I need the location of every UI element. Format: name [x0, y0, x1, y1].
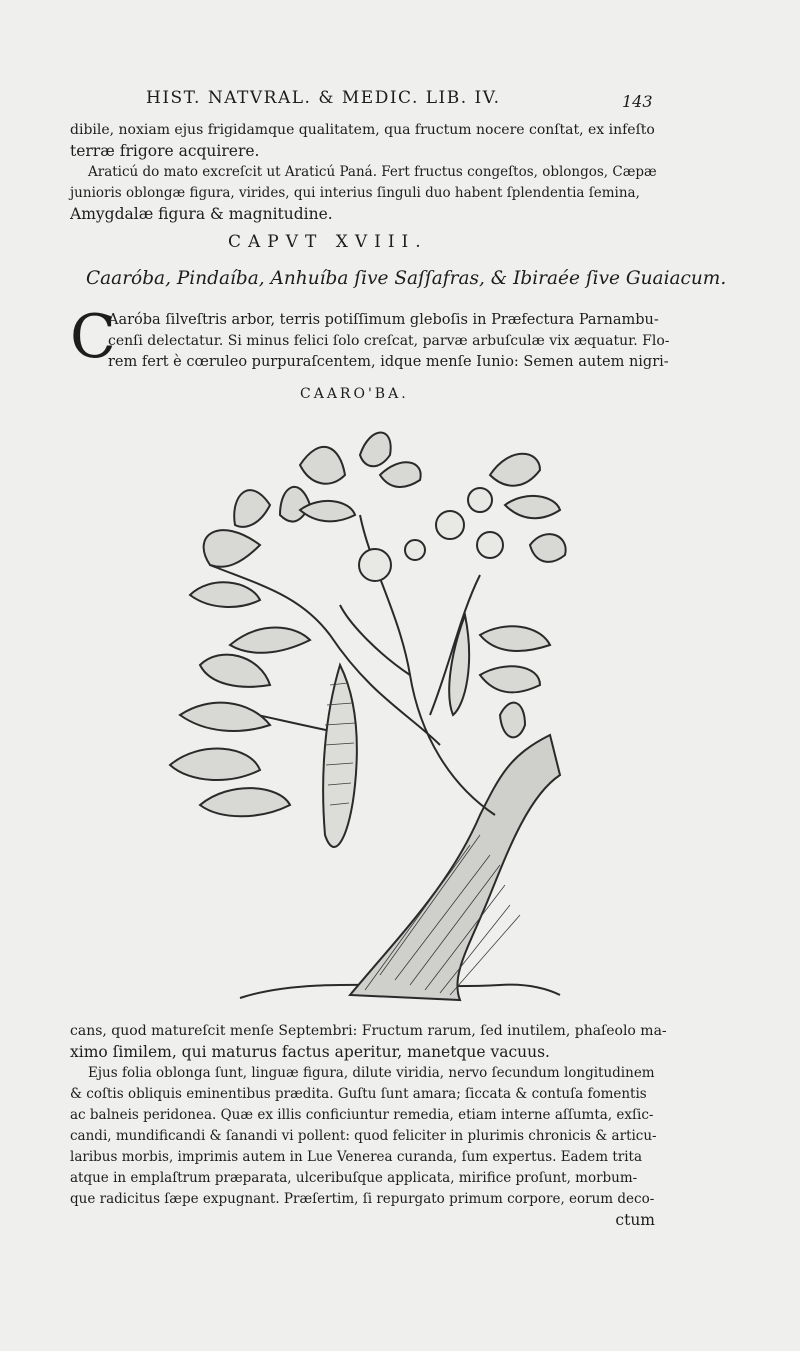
caaroba-paragraph: [108, 310, 670, 373]
intro-line: terræ frigore acquirere.: [70, 142, 260, 160]
caaroba-line: cenſi delectatur. Si minus felici ſolo creſcat, parvæ arbuſculæ vix æquatur. Flo-: [108, 333, 670, 349]
caaroba-line: Aaróba ſilveſtris arbor, terris potiſſimum gleboſis in Præfectura Parnambu-: [108, 312, 659, 328]
chapter-heading: CAPVT XVIII.: [228, 232, 428, 252]
catchword: ctum: [615, 1211, 655, 1229]
flower: [359, 549, 391, 581]
running-title: HIST. NATVRAL. & MEDIC. LIB. IV.: [146, 88, 501, 108]
branch-mid: [340, 605, 410, 675]
flower: [405, 540, 425, 560]
folia-line: Ejus folia oblonga ſunt, linguæ figura, dilute viridia, nervo ſecundum longitudinem: [88, 1065, 655, 1081]
araticu-line: Araticú do mato excreſcit ut Araticú Paná. Fert fructus congeſtos, oblongos, Cæpæ: [88, 164, 657, 180]
araticu-line: junioris oblongæ figura, virides, qui interius ſinguli duo habent ſplendentia ſemina,: [70, 185, 640, 201]
figure-caption: CAARO'BA.: [300, 386, 409, 402]
caaroba-woodcut-illustration: [150, 415, 590, 1015]
araticu-paragraph: [70, 162, 657, 225]
araticu-line: Amygdalæ figura & magnitudine.: [70, 205, 333, 223]
flower: [477, 532, 503, 558]
folia-line: atque in emplaſtrum præparata, ulceribuſque applicata, mirifice proſunt, morbum-: [70, 1170, 638, 1186]
seed-pod: [323, 665, 357, 847]
chapter-subtitle: Caaróba, Pindaíba, Anhuíba ſive Saſſafras, & Ibiraée ſive Guaiacum.: [86, 268, 727, 289]
flower: [436, 511, 464, 539]
flower: [468, 488, 492, 512]
folia-line: ac balneis peridonea. Quæ ex illis conficiuntur remedia, etiam interne aſſumta, exſic-: [70, 1107, 654, 1123]
folia-line: & coſtis obliquis eminentibus prædita. Guſtu ſunt amara; ſiccata & contuſa fomentis: [70, 1086, 647, 1102]
folia-line: laribus morbis, imprimis autem in Lue Venerea curanda, ſum expertus. Eadem trita: [70, 1149, 642, 1165]
intro-paragraph: [70, 120, 655, 162]
continuation-paragraph: [70, 1021, 667, 1063]
caaroba-line: rem fert è cœruleo purpuraſcentem, idque menſe Iunio: Semen autem nigri-: [108, 354, 669, 370]
page-number: 143: [622, 92, 653, 111]
folia-line: que radicitus ſæpe expugnant. Præſertim, ſi repurgato primum corpore, eorum deco-: [70, 1191, 655, 1207]
drop-cap-initial: C: [70, 302, 116, 372]
continuation-line: ximo ſimilem, qui maturus factus aperitur, manetque vacuus.: [70, 1043, 550, 1061]
seed-pod-small: [449, 615, 469, 715]
intro-line: dibile, noxiam ejus frigidamque qualitatem, qua fructum nocere conſtat, ex infeſto: [70, 122, 655, 138]
tree-trunk: [350, 735, 560, 1000]
continuation-line: cans, quod matureſcit menſe Septembri: Fructum rarum, ſed inutilem, phaſeolo ma-: [70, 1023, 667, 1039]
folia-line: candi, mundificandi & ſanandi vi pollent: quod feliciter in plurimis chronicis & articu-: [70, 1128, 657, 1144]
folia-paragraph: [70, 1063, 657, 1231]
